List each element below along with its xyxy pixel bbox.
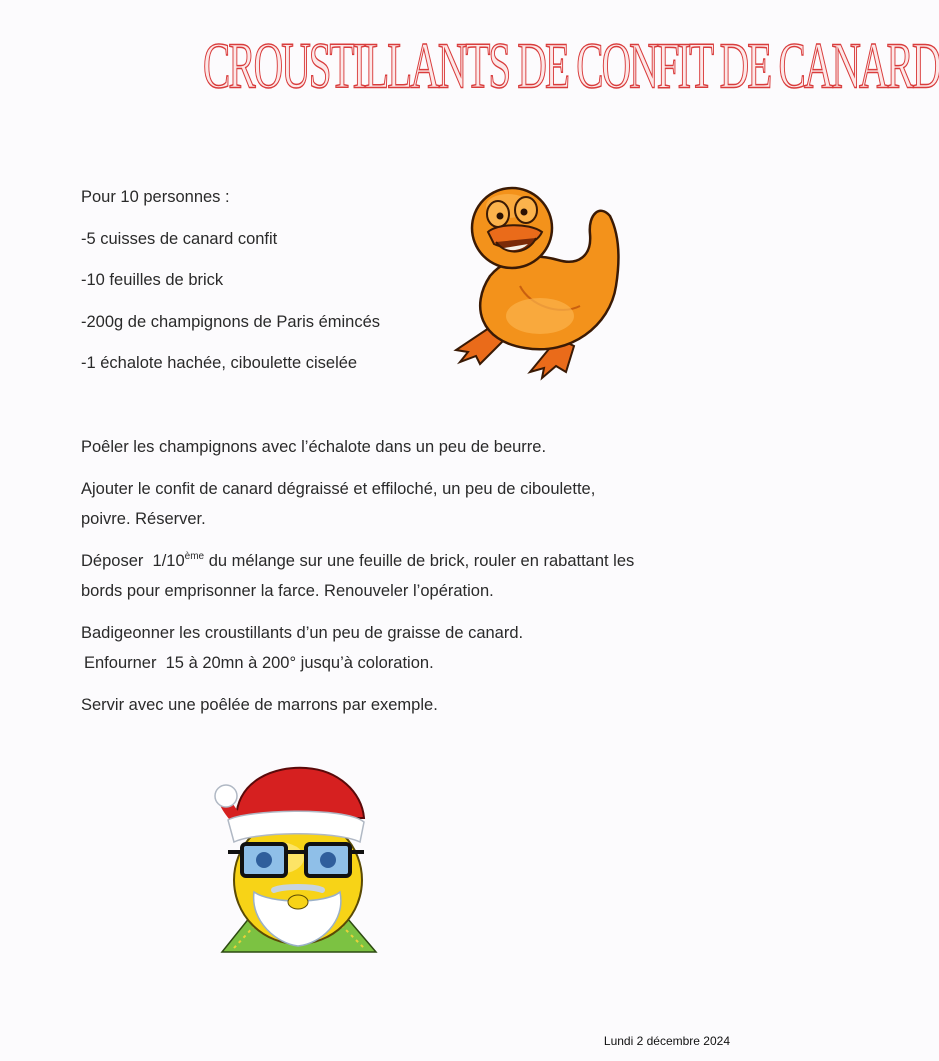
servings-line: Pour 10 personnes :	[81, 188, 230, 206]
recipe-title: CROUSTILLANTS DE CONFIT DE CANARD	[203, 30, 939, 103]
step-2: Ajouter le confit de canard dégraissé et effiloché, un peu de ciboulette, poivre. Réserver.	[81, 480, 596, 528]
ingredient-item: -200g de champignons de Paris émincés	[81, 312, 381, 331]
step-4-line-2: Enfourner 15 à 20mn à 200° jusqu’à coloration.	[84, 654, 434, 672]
step-3-superscript: ème	[184, 551, 205, 562]
instructions	[81, 432, 641, 732]
ingredient-item: -1 échalote hachée, ciboulette ciselée	[81, 354, 358, 372]
step-3-text-end: du mélange sur une feuille de brick, rouler en rabattant les bords pour emprisonner la farce. Renouveler l’opération.	[81, 552, 635, 600]
ingredient-item: -10 feuilles de brick	[81, 271, 224, 289]
ingredient-item: -5 cuisses de canard confit	[81, 229, 278, 248]
santa-smiley-illustration	[214, 762, 382, 968]
step-4	[81, 618, 641, 678]
step-4-line-1: Badigeonner les croustillants d’un peu de graisse de canard.	[81, 624, 524, 642]
ingredients-list	[81, 186, 380, 394]
step-3	[81, 546, 641, 606]
step-1: Poêler les champignons avec l’échalote dans un peu de beurre.	[81, 438, 547, 456]
footer-date: Lundi 2 décembre 2024	[603, 1034, 730, 1048]
step-5: Servir avec une poêlée de marrons par exemple.	[81, 696, 438, 714]
step-3-text-start: Déposer 1/10	[81, 552, 185, 570]
duck-illustration	[450, 166, 626, 380]
